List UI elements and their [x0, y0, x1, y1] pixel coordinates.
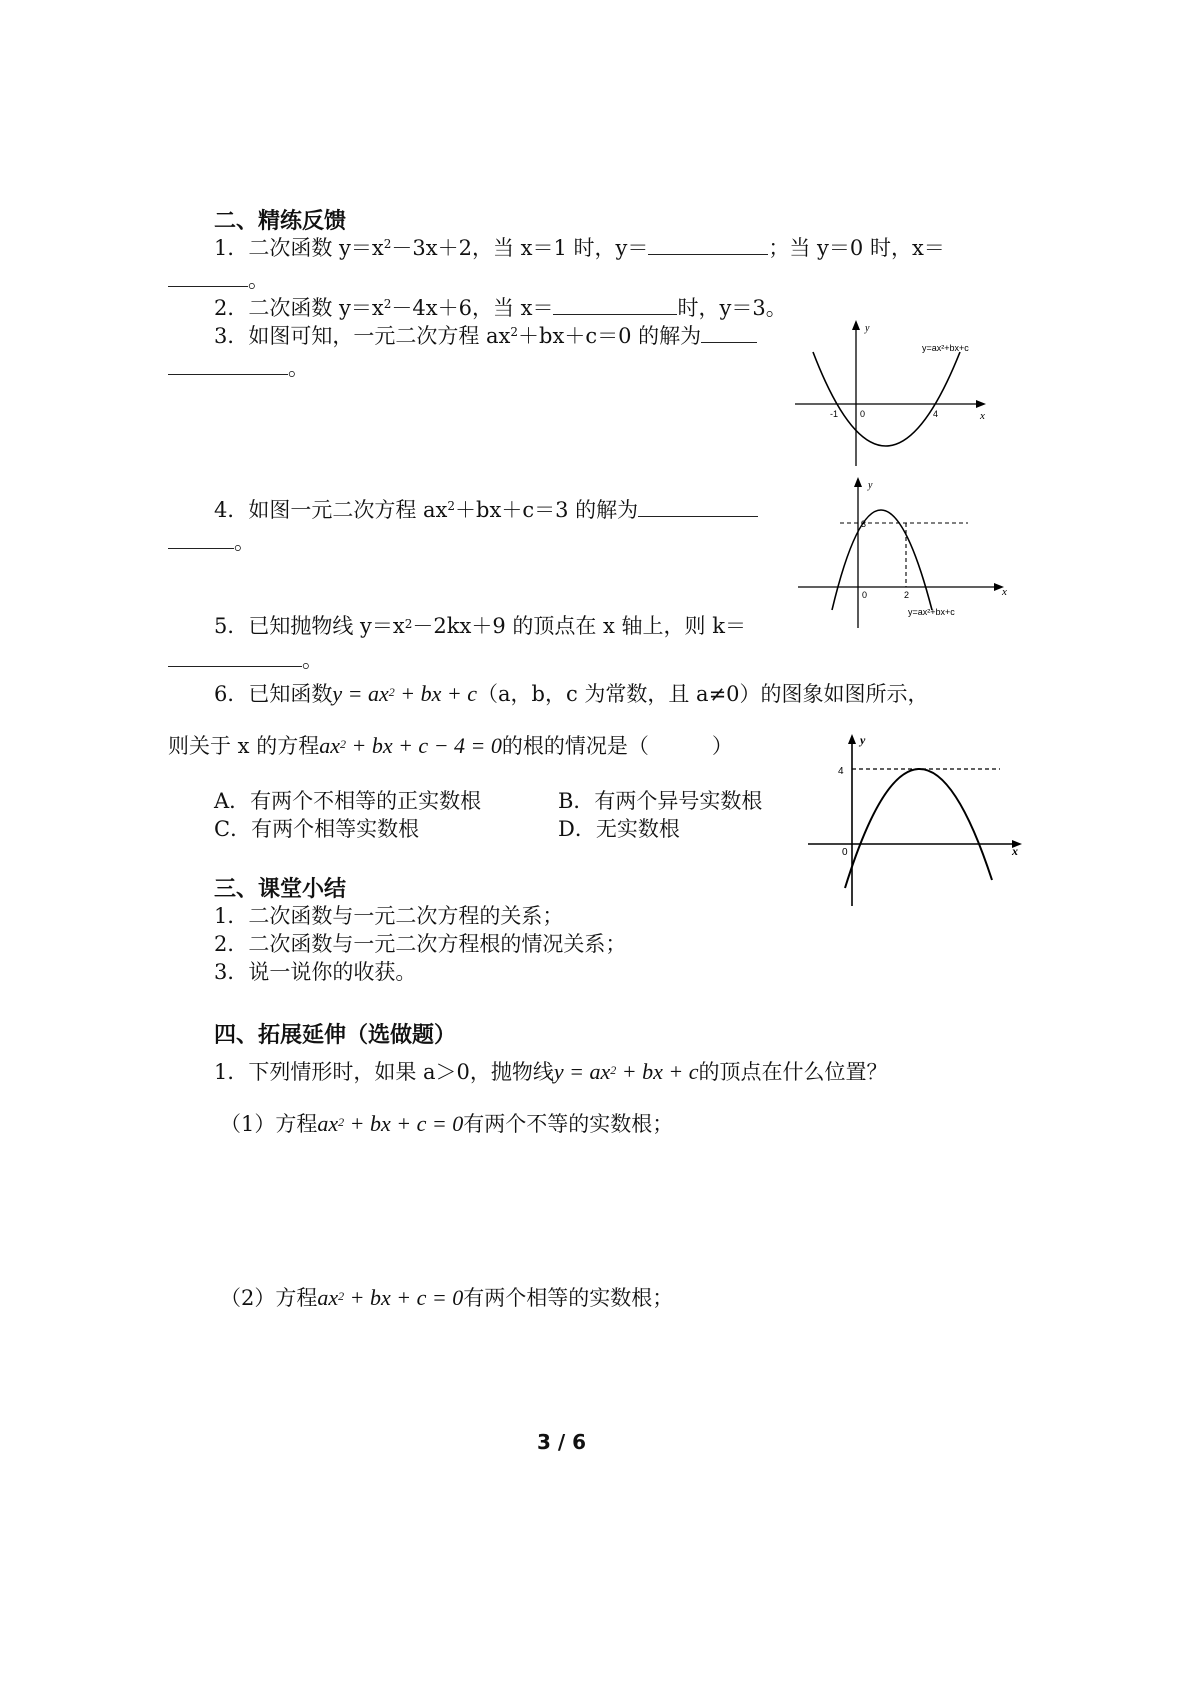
origin-label: 0 [860, 409, 866, 419]
y-axis-label: y [865, 323, 870, 334]
root-left-label: -1 [830, 409, 839, 419]
answer-blank[interactable] [168, 352, 288, 375]
question-1: 1．二次函数 $y=x^2-3x+2$，当 x＝1 时，y＝ ；当 y＝0 时，x＝ [214, 232, 945, 262]
equation-expression: $ax^2$ + bx + c = 0 [317, 1111, 464, 1136]
question-5: 5．已知抛物线 $y=x^2-2kx+9$ 的顶点在 x 轴上，则 k＝ [214, 614, 746, 638]
origin-label: 0 [862, 590, 868, 600]
y-axis-label: y [860, 733, 866, 747]
y-axis-label: y [868, 480, 873, 491]
section4-title: 四、拓展延伸（选做题） [214, 1023, 457, 1048]
origin-label: 0 [842, 847, 848, 858]
graph-1 [790, 318, 1010, 468]
section3-title: 三、课堂小结 [214, 877, 347, 902]
graph-2 [790, 470, 1020, 630]
equation-expression: $ax^2$ + bx + c = 0 [317, 1285, 464, 1310]
option-c[interactable]: C．有两个相等实数根 [214, 817, 420, 841]
curve-label: y=ax²+bx+c [922, 343, 969, 353]
question-4-cont: 。 [168, 526, 255, 556]
answer-blank[interactable] [168, 264, 248, 287]
summary-item: 2．二次函数与一元二次方程根的情况关系； [214, 932, 627, 956]
answer-blank[interactable] [553, 292, 677, 315]
summary-item: 1．二次函数与一元二次方程的关系； [214, 904, 564, 928]
question-5-cont: 。 [168, 644, 323, 674]
question-6: 6．已知函数$y = ax^2$ + bx + c（a，b，c 为常数，且 a≠0）的图象如图所示， [214, 681, 929, 706]
option-d[interactable]: D．无实数根 [558, 817, 680, 841]
question-4: 4．如图一元二次方程 $ax^2+bx+c=3$ 的解为 [214, 494, 758, 524]
answer-blank[interactable] [168, 526, 234, 549]
equation-expression: $ax^2$ + bx + c − 4 = 0 [319, 733, 502, 758]
level-label: 4 [838, 766, 844, 777]
extension-sub-1: （1）方程$ax^2$ + bx + c = 0有两个不等的实数根； [220, 1111, 674, 1136]
question-2: 2．二次函数 $y=x^2-4x+6$，当 x＝ 时，y＝3。 [214, 292, 787, 322]
question-6-line2: 则关于 x 的方程$ax^2$ + bx + c − 4 = 0的根的情况是（ ） [168, 733, 733, 758]
page-number: 3 / 6 [537, 1430, 587, 1454]
function-expression: $y = ax^2$ + bx + c [553, 1059, 699, 1084]
section2-title: 二、精练反馈 [214, 209, 347, 234]
x-axis-label: x [980, 410, 985, 422]
extension-question-1: 1．下列情形时，如果 a＞0，抛物线$y = ax^2$ + bx + c的顶点在什么位置？ [214, 1059, 888, 1084]
x-axis-label: x [1012, 844, 1018, 858]
question-1-cont: 。 [168, 264, 269, 294]
summary-item: 3．说一说你的收获。 [214, 960, 417, 984]
graph-3 [800, 728, 1030, 908]
extension-sub-2: （2）方程$ax^2$ + bx + c = 0有两个相等的实数根； [220, 1285, 674, 1310]
question-3: 3．如图可知，一元二次方程 $ax^2+bx+c=0$ 的解为 [214, 320, 757, 350]
question-3-cont: 。 [168, 352, 309, 382]
root-right-label: 4 [933, 409, 939, 419]
option-b[interactable]: B．有两个异号实数根 [558, 789, 763, 813]
x-axis-label: x [1002, 586, 1007, 598]
answer-blank[interactable] [648, 232, 768, 255]
x-mark-label: 2 [904, 590, 910, 600]
level-label: 3 [861, 519, 867, 529]
function-expression: $y = ax^2$ + bx + c [332, 681, 477, 706]
answer-blank[interactable] [168, 644, 302, 667]
answer-blank[interactable] [638, 494, 758, 517]
option-a[interactable]: A．有两个不相等的正实数根 [214, 789, 482, 813]
curve-label: y=ax²+bx+c [908, 607, 955, 617]
answer-blank[interactable] [701, 320, 757, 343]
